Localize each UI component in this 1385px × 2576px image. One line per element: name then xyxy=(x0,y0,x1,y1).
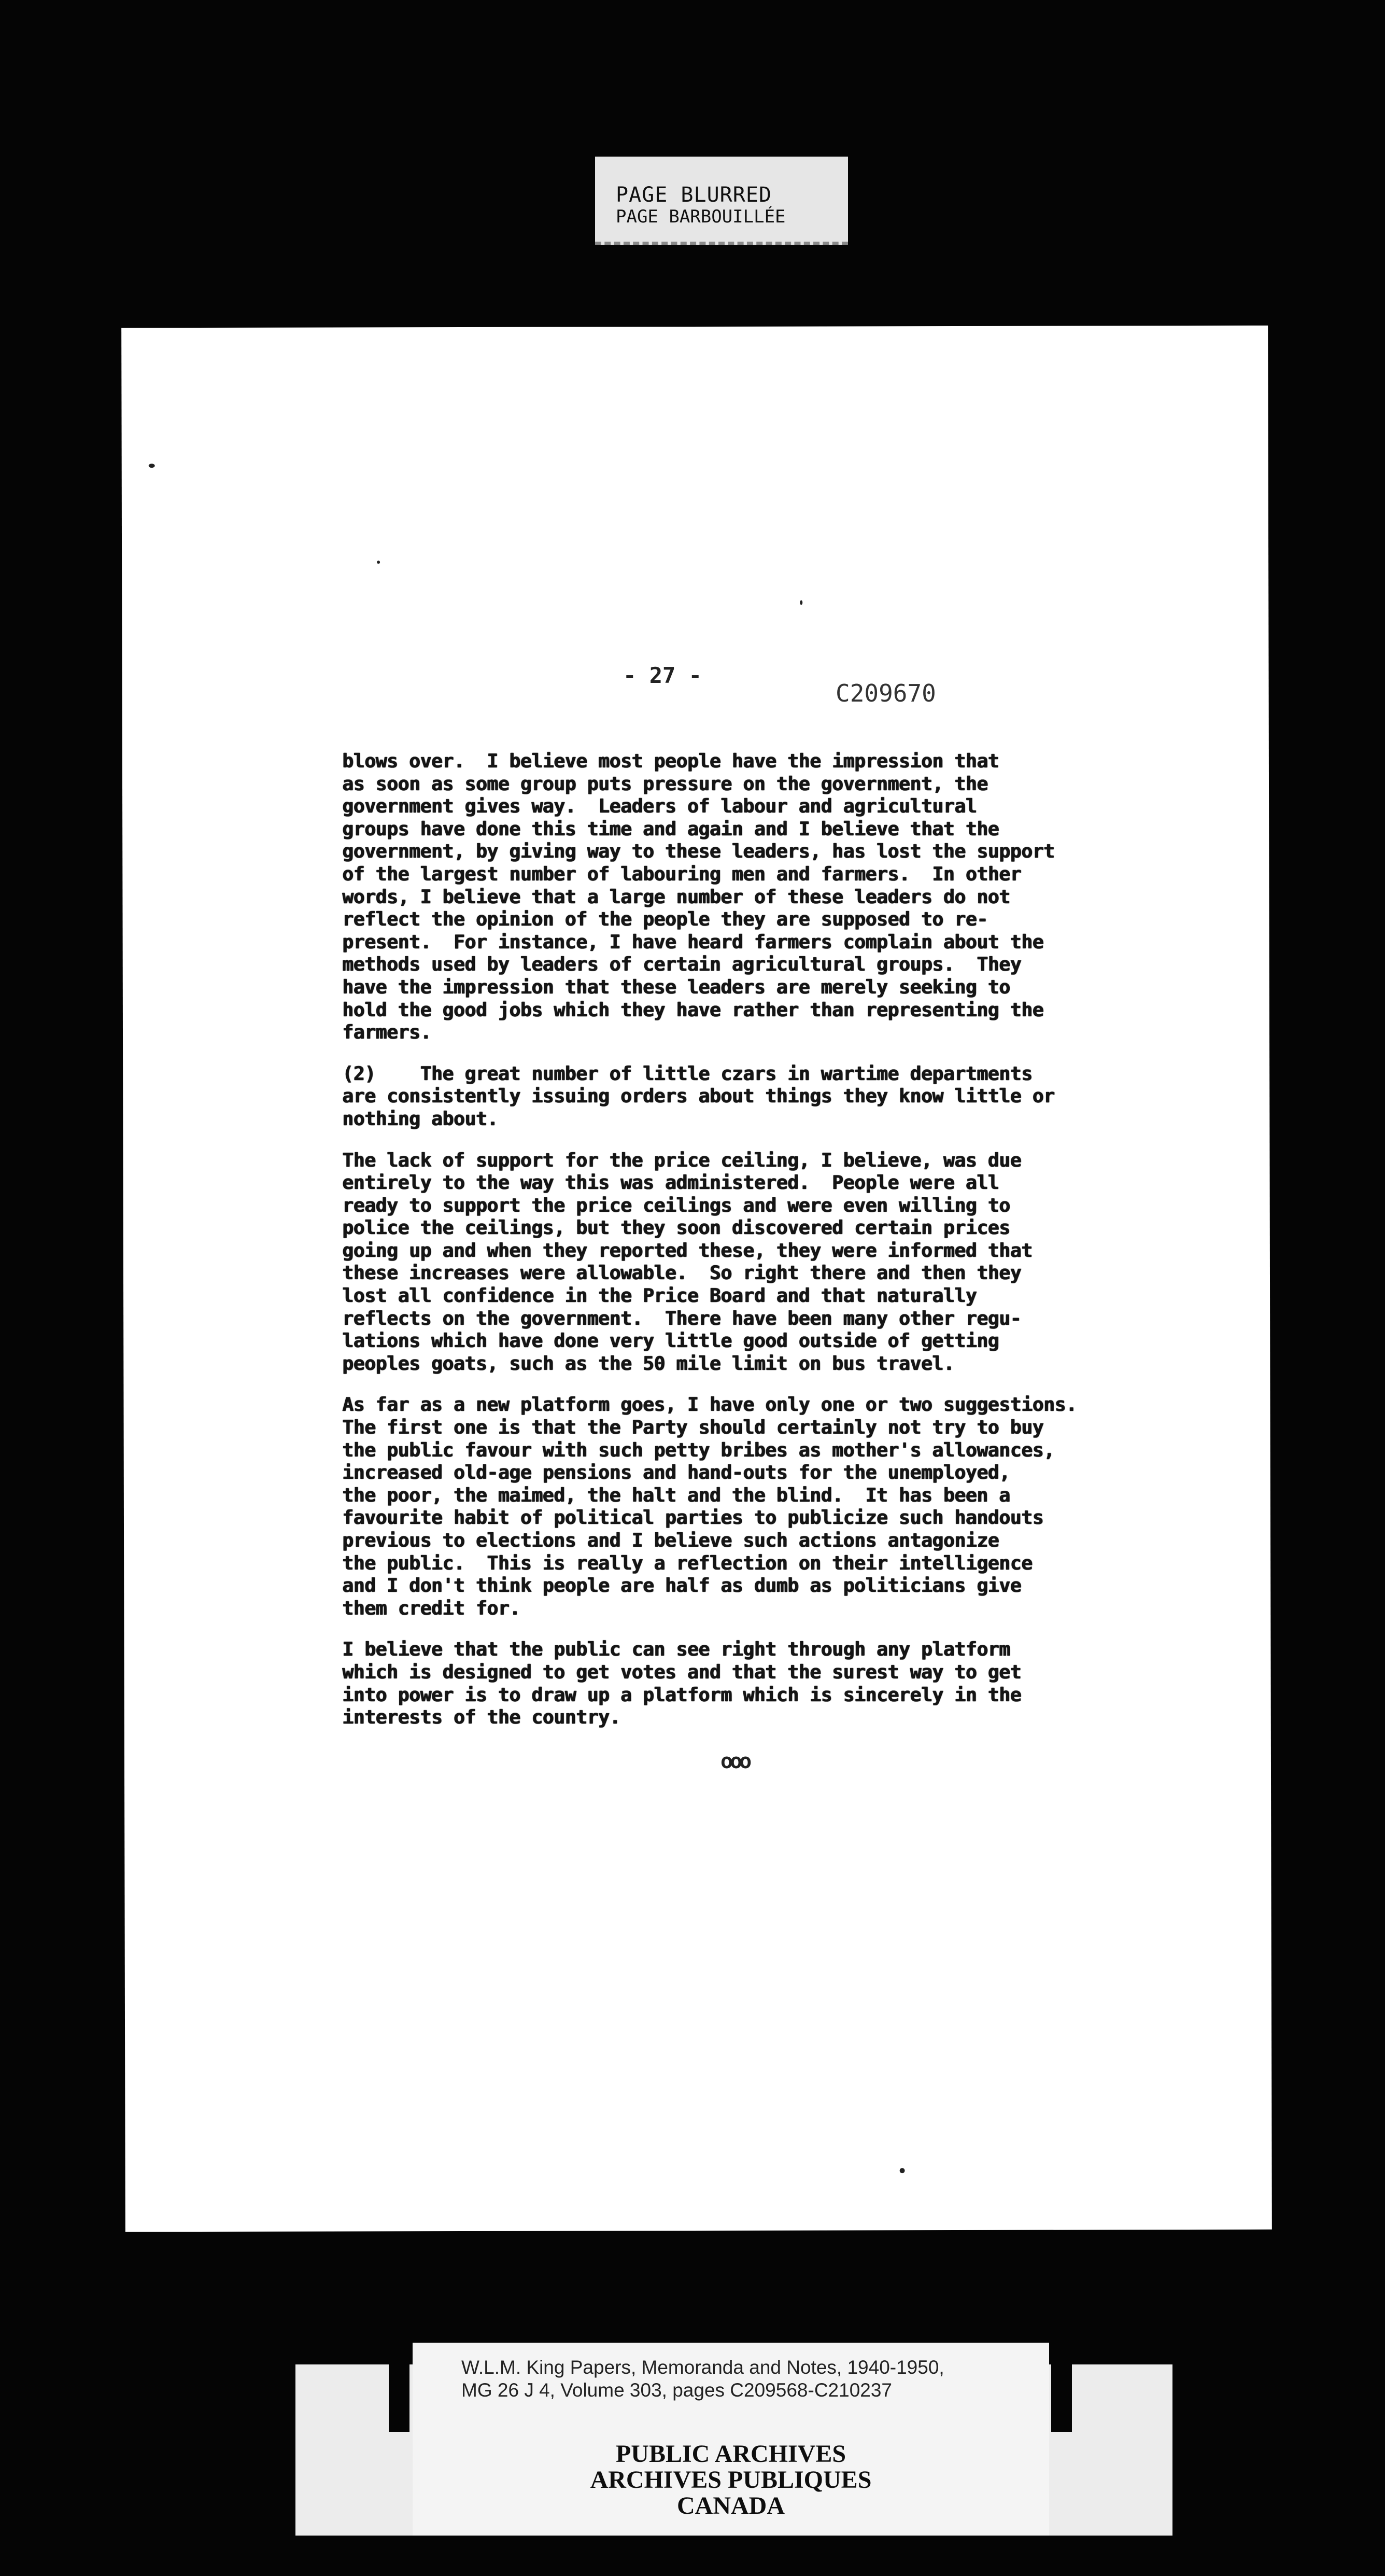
text-line: hold the good jobs which they have rather than representing the xyxy=(342,998,1043,1021)
text-line: As far as a new platform goes, I have only one or two suggestions. xyxy=(342,1393,1077,1416)
text-line: reflects on the government. There have been many other regu- xyxy=(342,1307,1021,1329)
text-line: government gives way. Leaders of labour and agricultural xyxy=(342,795,977,818)
text-line: ready to support the price ceilings and were even willing to xyxy=(342,1194,1010,1216)
text-line: methods used by leaders of certain agricultural groups. They xyxy=(342,953,1021,976)
text-line: words, I believe that a large number of these leaders do not xyxy=(342,885,1010,908)
text-line: which is designed to get votes and that the surest way to get xyxy=(342,1660,1021,1683)
page-blurred-label-english: PAGE BLURRED xyxy=(616,183,772,207)
text-line: groups have done this time and again and I believe that the xyxy=(342,817,999,840)
text-line: of the largest number of labouring men and farmers. In other xyxy=(342,862,1021,885)
page-blurred-label xyxy=(595,157,848,245)
text-line: I believe that the public can see right through any platform xyxy=(342,1638,1010,1661)
text-line: favourite habit of political parties to publicize such handouts xyxy=(342,1506,1043,1529)
text-line: them credit for. xyxy=(342,1597,520,1619)
text-line: The lack of support for the price ceiling, I believe, was due xyxy=(342,1149,1021,1171)
citation-line-1: W.L.M. King Papers, Memoranda and Notes, 1940-1950, xyxy=(461,2357,944,2378)
text-line: are consistently issuing orders about things they know little or xyxy=(342,1085,1055,1108)
text-line: present. For instance, I have heard farmers complain about the xyxy=(342,930,1043,953)
text-line: police the ceilings, but they soon discovered certain prices xyxy=(342,1216,1010,1239)
text-line: the poor, the maimed, the halt and the blind. It has been a xyxy=(342,1483,1010,1506)
text-line: farmers. xyxy=(342,1021,431,1044)
paragraph-gap xyxy=(342,1619,1223,1638)
text-line: and I don't think people are half as dumb as politicians give xyxy=(342,1574,1021,1597)
speck-mark xyxy=(900,2168,905,2173)
text-line: entirely to the way this was administered. People were all xyxy=(342,1171,999,1194)
text-line: these increases were allowable. So right there and then they xyxy=(342,1262,1021,1284)
collection-citation xyxy=(461,2356,1057,2402)
text-line: into power is to draw up a platform which is sincerely in the xyxy=(342,1683,1021,1706)
memo-body-text xyxy=(342,750,1223,1729)
end-mark: ooo xyxy=(720,1749,749,1773)
archives-stamp xyxy=(413,2441,1049,2519)
text-line: have the impression that these leaders are merely seeking to xyxy=(342,975,1010,998)
text-line: previous to elections and I believe such actions antagonize xyxy=(342,1529,999,1551)
text-line: reflect the opinion of the people they are supposed to re- xyxy=(342,908,988,931)
document-id: C209670 xyxy=(836,679,936,707)
text-line: (2) The great number of little czars in wartime departments xyxy=(342,1062,1033,1085)
text-line: lations which have done very little good outside of getting xyxy=(342,1329,999,1352)
paragraph-gap xyxy=(342,1375,1223,1393)
text-line: going up and when they reported these, they were informed that xyxy=(342,1239,1033,1262)
archives-name-french: ARCHIVES PUBLIQUES xyxy=(590,2466,872,2494)
text-line: increased old-age pensions and hand-outs for the unemployed, xyxy=(342,1461,1010,1484)
speck-mark xyxy=(377,561,380,564)
archives-name-english: PUBLIC ARCHIVES xyxy=(615,2440,846,2468)
page-number: - 27 - xyxy=(623,663,702,688)
text-line: lost all confidence in the Price Board and that naturally xyxy=(342,1284,977,1307)
citation-line-2: MG 26 J 4, Volume 303, pages C209568-C210237 xyxy=(461,2379,893,2401)
text-line: blows over. I believe most people have the impression that xyxy=(342,750,999,772)
text-line: the public. This is really a reflection on their intelligence xyxy=(342,1551,1033,1574)
text-line: The first one is that the Party should certainly not try to buy xyxy=(342,1416,1043,1439)
text-line: as soon as some group puts pressure on the government, the xyxy=(342,772,988,795)
speck-mark xyxy=(800,600,802,605)
paragraph-gap xyxy=(342,1044,1223,1062)
text-line: the public favour with such petty bribes as mother's allowances, xyxy=(342,1438,1055,1461)
text-line: peoples goats, such as the 50 mile limit on bus travel. xyxy=(342,1352,955,1375)
text-line: government, by giving way to these leaders, has lost the support xyxy=(342,840,1055,863)
archives-country: CANADA xyxy=(677,2492,785,2519)
text-line: nothing about. xyxy=(342,1107,498,1130)
speck-mark xyxy=(149,464,155,468)
credit-notch-left xyxy=(389,2364,409,2432)
page-blurred-label-french: PAGE BARBOUILLÉE xyxy=(616,206,786,227)
paragraph-gap xyxy=(342,1130,1223,1149)
text-line: interests of the country. xyxy=(342,1706,620,1729)
